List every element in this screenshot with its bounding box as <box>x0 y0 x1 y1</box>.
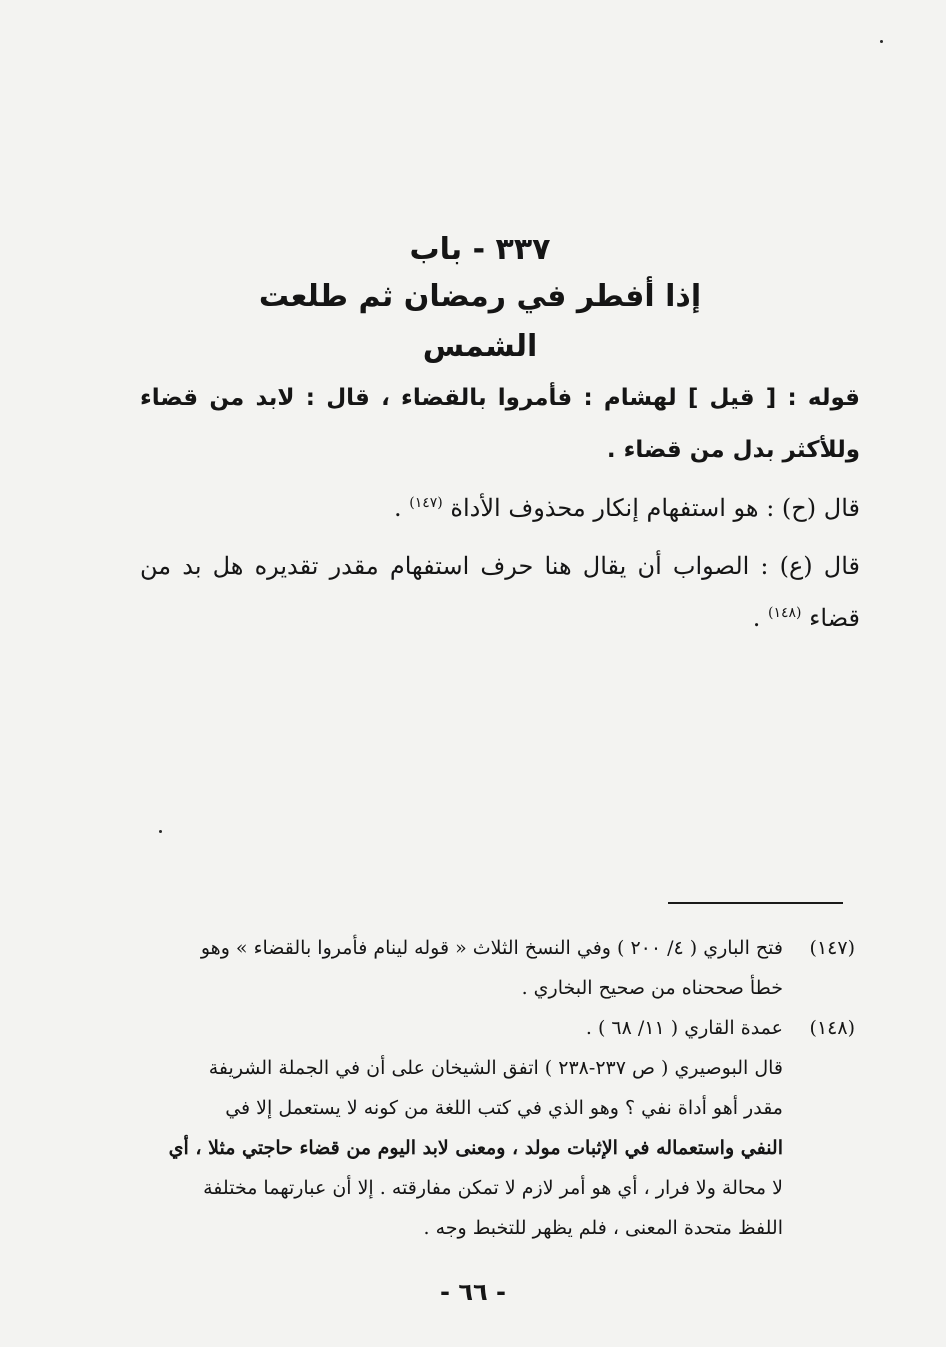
chapter-header <box>200 228 760 372</box>
paragraph-hisham: قوله : [ قيل ] لهشام : فأمروا بالقضاء ، قال : لابد من قضاء وللأكثر بدل من قضاء . <box>140 385 860 463</box>
footnote-line: فتح الباري ( ٤/ ٢٠٠ ) وفي النسخ الثلاث « قوله لينام فأمروا بالقضاء » وهو <box>200 937 783 959</box>
footnote-line: النفي واستعماله في الإثبات مولد ، ومعنى لابد اليوم من قضاء حاجتي مثلا ، أي <box>168 1137 783 1159</box>
ink-speck <box>880 40 883 43</box>
footnote-line: قال البوصيري ( ص ٢٣٧-٢٣٨ ) اتفق الشيخان على أن في الجملة الشريفة <box>208 1057 783 1079</box>
footnote-body <box>130 1008 783 1248</box>
footnote-line: عمدة القاري ( ١١/ ٦٨ ) . <box>585 1017 783 1039</box>
paragraph-hafiz-end: . <box>393 494 402 522</box>
footnote-separator <box>668 902 843 904</box>
footnote-ref-147: (١٤٧) <box>409 495 443 511</box>
footnote-line: اللفظ متحدة المعنى ، فلم يظهر للتخبط وجه . <box>423 1217 783 1239</box>
paragraph-ayni-end: . <box>752 604 761 632</box>
footnotes <box>130 928 855 1248</box>
chapter-number: ٣٣٧ - باب <box>409 232 551 267</box>
footnote-number: (١٤٨) <box>809 1017 855 1039</box>
footnote-line: خطأ صححناه من صحيح البخاري . <box>521 977 783 999</box>
footnote-line: مقدر أهو أداة نفي ؟ وهو الذي في كتب اللغة من كونه لا يستعمل إلا في <box>225 1097 783 1119</box>
footnote-148 <box>130 1008 855 1248</box>
chapter-title: إذا أفطر في رمضان ثم طلعت الشمس <box>258 279 702 364</box>
footnote-number: (١٤٧) <box>809 937 855 959</box>
paragraph-ayni <box>140 540 860 644</box>
ink-speck <box>159 830 162 833</box>
footnote-line: لا محالة ولا فرار ، أي هو أمر لازم لا تمكن مفارقته . إلا أن عبارتهما مختلفة <box>203 1177 783 1199</box>
paragraph-hafiz-text: قال (ح) : هو استفهام إنكار محذوف الأداة <box>450 494 860 522</box>
footnote-ref-148: (١٤٨) <box>767 605 802 621</box>
paragraph-ayni-text: قال (ع) : الصواب أن يقال هنا حرف استفهام مقدر تقديره هل بد من قضاء <box>140 552 860 632</box>
page-number: - ٦٦ - <box>440 1278 506 1306</box>
main-text <box>140 372 860 644</box>
footnote-body <box>130 928 783 1008</box>
footnote-147 <box>130 928 855 1008</box>
paragraph-hafiz <box>140 482 860 534</box>
